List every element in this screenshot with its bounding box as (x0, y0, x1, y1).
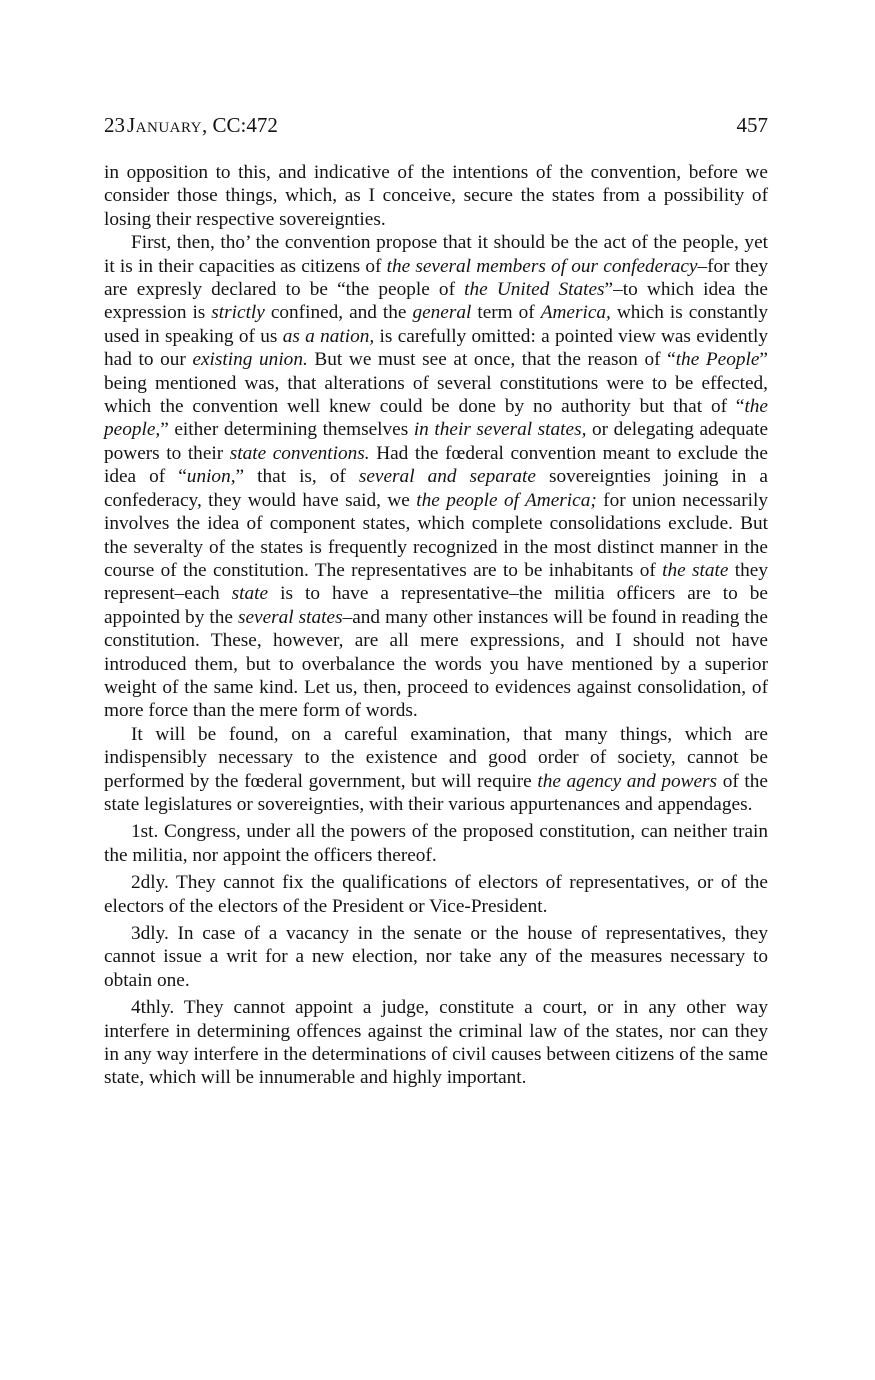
text-run: –for they are expresly declared to be “the people of (104, 255, 769, 301)
italic-text: strictly (211, 302, 265, 324)
italic-text: the People (675, 349, 760, 371)
text-run: they represent–each (104, 559, 768, 605)
header-reference: CC:472 (212, 113, 278, 137)
italic-text: state conventions. (229, 442, 370, 464)
text-run: Had the fœderal convention meant to exclude the idea of “ (104, 442, 768, 488)
text-run: ” that is, of (235, 466, 359, 488)
paragraph (104, 161, 768, 231)
text-run: ” either determining themselves (160, 419, 414, 441)
italic-text: the several members of our confederacy (386, 255, 698, 277)
text-run: –and many other instances will be found in reading the constitution. These, however, are all mere expressions, and I should not have introduced them, but to overbalance the words you have mentioned by a superior weight of the same kind. Let us, then, proceed to evidences against consolidation, of more force than the mere form of words. (104, 606, 768, 722)
text-run: of the state legislatures or sovereignties, with their various appurtenances and appendages. (104, 770, 768, 815)
italic-text: the people, (104, 396, 768, 441)
text-run: for union necessarily involves the idea of component states, which complete consolidations exclude. But the severalty of the states is frequently recognized in the most distinct manner in the course of the constitution. The representatives are to be inhabitants of (104, 489, 768, 581)
text-run: is to have a representative–the militia officers are to be appointed by the (104, 583, 768, 628)
paragraph (104, 820, 768, 867)
text-run: ” being mentioned was, that alterations of several constitutions were to be effected, which the convention well knew could be done by no authority but that of “ (104, 349, 768, 418)
text-run: First, then, tho’ the convention propose that it should be the act of the people, yet it is in their capacities as citizens of (104, 232, 768, 277)
italic-text: state (231, 583, 269, 605)
italic-text: the people of America; (416, 489, 597, 511)
italic-text: the state (662, 559, 729, 581)
page-number: 457 (736, 113, 768, 137)
paragraph (104, 871, 768, 918)
italic-text: existing union. (192, 349, 308, 371)
document-page (104, 112, 768, 1090)
text-run: or delegating adequate powers to their (104, 419, 768, 464)
italic-text: several states (237, 606, 343, 628)
text-run: 4thly. They cannot appoint a judge, constitute a court, or in any other way interfere in determining offences against the criminal law of the states, nor can they in any way interfere in the determinations of civil causes between citizens of the same state, which will be innumerable and highly important. (104, 997, 768, 1089)
italic-text: in their several states, (413, 419, 587, 441)
text-run: is carefully omitted: a pointed view was evidently had to our (104, 325, 769, 371)
text-run: It will be found, on a careful examination, that many things, which are indispensibly necessary to the existence and good order of society, cannot be performed by the fœderal government, but will require (104, 723, 768, 792)
paragraph (104, 996, 768, 1090)
italic-text: union, (186, 466, 236, 488)
paragraph (104, 723, 768, 817)
text-run: But we must see at once, that the reason of “ (307, 349, 676, 371)
text-run: sovereignties joining in a confederacy, they would have said, we (104, 466, 768, 511)
text-run: which is constantly used in speaking of us (104, 302, 769, 347)
italic-text: as a nation, (282, 325, 375, 347)
italic-text: general (412, 302, 472, 324)
header-month: January (127, 113, 203, 137)
italic-text: America, (540, 302, 611, 324)
running-head-reference (104, 112, 278, 138)
italic-text: several and separate (358, 466, 536, 488)
text-run: ”–to which idea the expression is (104, 279, 768, 324)
text-run: 3dly. In case of a vacancy in the senate or the house of representatives, they cannot issue a writ for a new election, nor take any of the measures necessary to obtain one. (104, 923, 768, 991)
paragraph (104, 231, 768, 723)
italic-text: the United States (464, 279, 605, 301)
text-run: in opposition to this, and indicative of the intentions of the convention, before we consider those things, which, as I conceive, secure the states from a possibility of losing their respective sovereignties. (104, 162, 768, 230)
text-run: term of (471, 302, 541, 324)
text-run: confined, and the (264, 302, 413, 324)
header-day: 23 (104, 113, 125, 137)
paragraph (104, 922, 768, 992)
running-head (104, 112, 768, 138)
body-text (104, 161, 768, 1090)
text-run: 2dly. They cannot fix the qualifications of electors of representatives, or of the electors of the electors of the President or Vice-President. (104, 872, 768, 917)
italic-text: the agency and powers (537, 770, 718, 792)
text-run: 1st. Congress, under all the powers of the proposed constitution, can neither train the militia, nor appoint the officers thereof. (104, 821, 768, 866)
header-separator: , (202, 113, 208, 137)
